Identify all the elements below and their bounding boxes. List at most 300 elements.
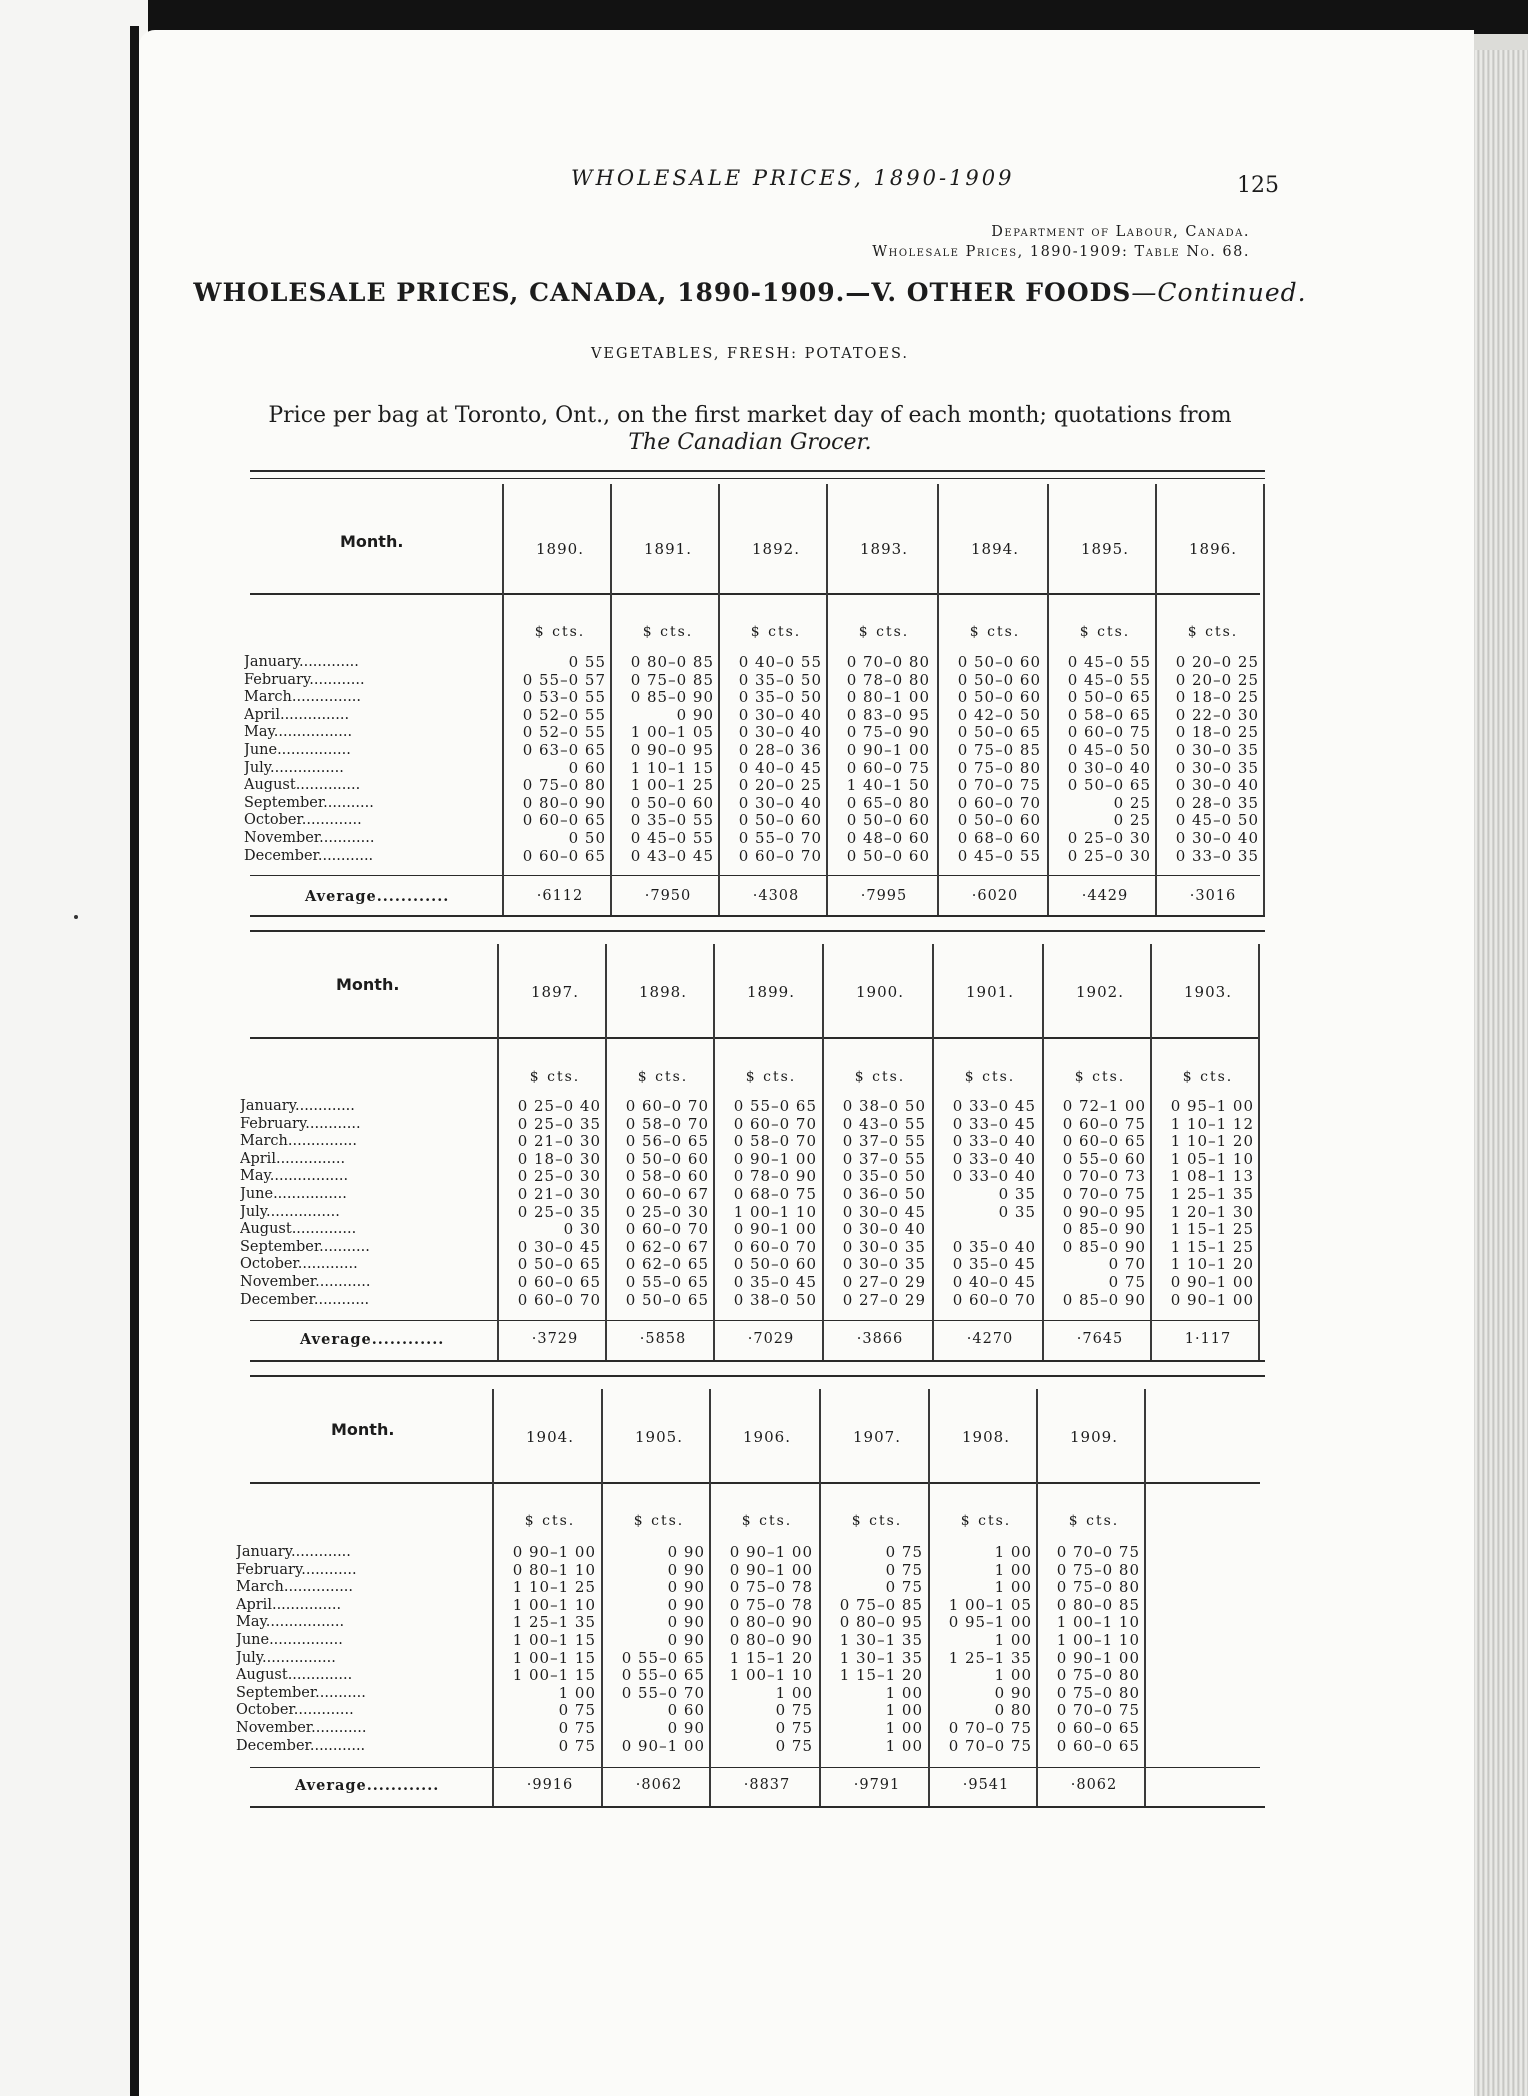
- year-header: 1907.: [853, 1428, 901, 1446]
- table-cell: 0 80–0 85: [1056, 1595, 1140, 1614]
- table-cell: 1 00: [558, 1683, 596, 1702]
- table-cell: 0 80–1 00: [846, 688, 930, 707]
- table-cell: 0 60–0 65: [1062, 1132, 1146, 1151]
- average-value: ·8062: [635, 1777, 683, 1793]
- average-label: Average............: [295, 1777, 440, 1794]
- average-value: ·4270: [966, 1331, 1014, 1347]
- table-cell: 0 55–0 60: [1062, 1149, 1146, 1168]
- month-label: November............: [244, 830, 375, 846]
- table-cell: 0 70–0 75: [1056, 1543, 1140, 1561]
- header-rule: [250, 1482, 1260, 1484]
- table-cell: 0 78–0 80: [846, 670, 930, 689]
- table-cell: 0 25–0 30: [625, 1202, 709, 1221]
- table-cell: 1 00: [994, 1543, 1032, 1561]
- header-rule: [250, 593, 1260, 595]
- table-top-rule: [250, 470, 1265, 472]
- table-cell: 0 90: [667, 1631, 705, 1649]
- table-cell: 0 65–0 80: [846, 793, 930, 812]
- table-cell: 0 75–0 80: [1056, 1683, 1140, 1702]
- month-label: October.............: [236, 1702, 354, 1719]
- scan-speck: [74, 915, 78, 919]
- table-cell: 0 48–0 60: [846, 829, 930, 847]
- table-cell: 0 36–0 50: [842, 1185, 926, 1203]
- block-bottom-rule: [250, 1806, 1265, 1808]
- table-cell: 0 80–0 90: [522, 793, 606, 812]
- average-value: ·9916: [526, 1777, 574, 1793]
- table-cell: 0 60–0 65: [1056, 1736, 1140, 1755]
- table-cell: 0 55–0 65: [625, 1273, 709, 1291]
- table-cell: 0 50–0 60: [957, 688, 1041, 707]
- table-cell: 0 18–0 30: [517, 1149, 601, 1168]
- page-number: 125: [1237, 173, 1279, 198]
- table-cell: 0 30–0 40: [738, 705, 822, 724]
- table-cell: 0 37–0 55: [842, 1132, 926, 1151]
- table-cell: 0 20–0 25: [1175, 653, 1259, 671]
- table-cell: 0 60–0 70: [733, 1237, 817, 1256]
- block-bottom-rule: [250, 915, 1265, 917]
- table-cell: 0 60–0 70: [625, 1097, 709, 1115]
- table-cell: 0 78–0 90: [733, 1167, 817, 1186]
- table-cell: 0 35: [998, 1202, 1036, 1221]
- table-cell: 0 60–0 70: [957, 793, 1041, 812]
- table-cell: 0 70–0 75: [1062, 1185, 1146, 1203]
- month-label: March...............: [244, 689, 362, 706]
- month-label: September...........: [236, 1684, 366, 1701]
- table-cell: 1 15–1 25: [1170, 1237, 1254, 1256]
- table-cell: 0 43–0 55: [842, 1114, 926, 1133]
- month-label: October.............: [244, 812, 362, 829]
- table-cell: 0 60–0 70: [738, 846, 822, 865]
- table-cell: 0 56–0 65: [625, 1132, 709, 1151]
- table-cell: 0 90: [667, 1578, 705, 1597]
- average-value: ·7950: [644, 888, 692, 904]
- average-value: ·3016: [1189, 888, 1237, 904]
- month-label: September...........: [244, 794, 374, 811]
- month-label: May.................: [244, 724, 353, 741]
- unit-header: $ cts.: [741, 1513, 793, 1529]
- year-header: 1900.: [856, 983, 904, 1001]
- block-bottom-rule: [250, 1360, 1265, 1362]
- table-cell: 0 60–0 67: [625, 1185, 709, 1203]
- average-value: ·3729: [531, 1331, 579, 1347]
- table-cell: 0 58–0 70: [625, 1114, 709, 1133]
- unit-header: $ cts.: [1182, 1069, 1234, 1085]
- month-label: April...............: [236, 1596, 342, 1613]
- column-divider: [819, 1389, 821, 1806]
- unit-header: $ cts.: [750, 624, 802, 640]
- table-cell: 0 75: [558, 1736, 596, 1755]
- table-cell: 0 50–0 60: [630, 793, 714, 812]
- table-cell: 0 43–0 45: [630, 846, 714, 865]
- column-divider: [928, 1389, 930, 1806]
- page-title: [150, 278, 1350, 307]
- column-divider: [713, 944, 715, 1360]
- month-label: June................: [240, 1186, 347, 1202]
- table-cell: 1 10–1 25: [512, 1578, 596, 1597]
- description-text: Price per bag at Toronto, Ont., on the first market day of each month; quotations from: [268, 403, 1232, 428]
- table-cell: 0 60–0 75: [846, 758, 930, 777]
- table-cell: 1 00–1 10: [1056, 1631, 1140, 1649]
- table-cell: 0 60: [667, 1701, 705, 1720]
- table-cell: 0 75: [775, 1701, 813, 1720]
- column-divider: [932, 944, 934, 1360]
- month-label: November............: [236, 1720, 367, 1736]
- table-cell: 0 90–0 95: [1062, 1202, 1146, 1221]
- table-cell: 0 90–1 00: [733, 1149, 817, 1168]
- table-cell: 1 00–1 10: [733, 1202, 817, 1221]
- table-cell: 0 75–0 80: [1056, 1560, 1140, 1579]
- table-cell: 0 52–0 55: [522, 723, 606, 742]
- table-cell: 0 52–0 55: [522, 705, 606, 724]
- title-continued: —Continued.: [1131, 278, 1307, 307]
- table-cell: 1 40–1 50: [846, 776, 930, 795]
- table-cell: 1 00: [994, 1631, 1032, 1649]
- table-cell: 0 30–0 40: [1175, 776, 1259, 795]
- table-cell: 1 00–1 25: [630, 776, 714, 795]
- average-value: ·3866: [856, 1331, 904, 1347]
- column-divider: [1150, 944, 1152, 1360]
- table-cell: 0 27–0 29: [842, 1273, 926, 1291]
- table-cell: 0 30–0 35: [842, 1255, 926, 1274]
- table-cell: 1 15–1 20: [729, 1648, 813, 1667]
- year-header: 1902.: [1076, 983, 1124, 1001]
- table-cell: 1 30–1 35: [839, 1631, 923, 1649]
- table-cell: 0 60: [568, 758, 606, 777]
- table-cell: 1 08–1 13: [1170, 1167, 1254, 1186]
- table-cell: 0 70–0 75: [1056, 1701, 1140, 1720]
- year-header: 1893.: [860, 540, 908, 558]
- table-cell: 0 45–0 55: [630, 829, 714, 847]
- table-cell: 1 10–1 15: [630, 758, 714, 777]
- title-main: WHOLESALE PRICES, CANADA, 1890-1909.—V. OTHER FOODS: [193, 278, 1132, 307]
- table-cell: 0 35–0 50: [738, 688, 822, 707]
- table-cell: 0 80–0 90: [729, 1613, 813, 1632]
- table-cell: 0 68–0 75: [733, 1185, 817, 1203]
- table-cell: 0 80–1 10: [512, 1560, 596, 1579]
- month-label: May.................: [236, 1614, 345, 1631]
- table-cell: 0 45–0 55: [957, 846, 1041, 865]
- year-header: 1892.: [752, 540, 800, 558]
- table-cell: 1 00: [994, 1666, 1032, 1685]
- table-cell: 1 00: [885, 1719, 923, 1737]
- table-cell: 1 00: [994, 1560, 1032, 1579]
- table-cell: 0 33–0 45: [952, 1114, 1036, 1133]
- unit-header: $ cts.: [960, 1513, 1012, 1529]
- table-cell: 0 75–0 80: [522, 776, 606, 795]
- table-cell: 0 72–1 00: [1062, 1097, 1146, 1115]
- table-cell: 0 35–0 45: [952, 1255, 1036, 1274]
- table-cell: 0 70–0 80: [846, 653, 930, 671]
- table-cell: 0 35–0 55: [630, 811, 714, 830]
- column-divider: [497, 944, 499, 1360]
- average-value: ·7645: [1076, 1331, 1124, 1347]
- table-cell: 1 20–1 30: [1170, 1202, 1254, 1221]
- table-cell: 0 75: [885, 1543, 923, 1561]
- month-column-header: Month.: [340, 532, 404, 551]
- table-cell: 0 55–0 65: [621, 1648, 705, 1667]
- average-rule: [250, 1767, 1260, 1768]
- table-cell: 0 55–0 70: [621, 1683, 705, 1702]
- column-divider: [492, 1389, 494, 1806]
- table-cell: 1 15–1 20: [839, 1666, 923, 1685]
- table-cell: 0 75: [558, 1719, 596, 1737]
- table-cell: 0 30–0 35: [1175, 741, 1259, 759]
- table-cell: 0 90: [994, 1683, 1032, 1702]
- table-cell: 0 62–0 67: [625, 1237, 709, 1256]
- table-cell: 0 50: [568, 829, 606, 847]
- table-cell: 1 00: [994, 1578, 1032, 1597]
- table-cell: 0 58–0 60: [625, 1167, 709, 1186]
- table-cell: 0 33–0 45: [952, 1097, 1036, 1115]
- column-divider: [601, 1389, 603, 1806]
- table-cell: 0 90: [667, 1719, 705, 1737]
- year-header: 1908.: [962, 1428, 1010, 1446]
- table-cell: 0 80–0 95: [839, 1613, 923, 1632]
- table-cell: 1 00–1 15: [512, 1648, 596, 1667]
- department-note: [690, 222, 1250, 262]
- table-cell: 0 20–0 25: [738, 776, 822, 795]
- table-cell: 0 75–0 80: [1056, 1666, 1140, 1685]
- table-cell: 0 70–0 75: [948, 1736, 1032, 1755]
- month-label: April...............: [244, 706, 350, 723]
- average-value: ·4308: [752, 888, 800, 904]
- average-value: ·8062: [1070, 1777, 1118, 1793]
- table-cell: 1 10–1 20: [1170, 1255, 1254, 1274]
- average-value: ·4429: [1081, 888, 1129, 904]
- table-cell: 1 00–1 10: [512, 1595, 596, 1614]
- table-cell: 0 60–0 70: [733, 1114, 817, 1133]
- table-cell: 1 00: [885, 1736, 923, 1755]
- average-value: ·5858: [639, 1331, 687, 1347]
- table-cell: 0 75–0 78: [729, 1578, 813, 1597]
- table-cell: 0 90–1 00: [1170, 1290, 1254, 1309]
- year-header: 1903.: [1184, 983, 1232, 1001]
- table-cell: 0 50–0 65: [1067, 688, 1151, 707]
- table-subtitle: VEGETABLES, FRESH: POTATOES.: [590, 346, 910, 362]
- month-label: January.............: [244, 654, 359, 670]
- table-cell: 1 25–1 35: [1170, 1185, 1254, 1203]
- table-cell: 1 00–1 15: [512, 1631, 596, 1649]
- table-cell: 0 75–0 85: [630, 670, 714, 689]
- running-head: WHOLESALE PRICES, 1890-1909: [571, 166, 1015, 190]
- table-cell: 0 55–0 65: [621, 1666, 705, 1685]
- unit-header: $ cts.: [633, 1513, 685, 1529]
- table-cell: 0 21–0 30: [517, 1132, 601, 1151]
- table-cell: 0 50–0 65: [517, 1255, 601, 1274]
- unit-header: $ cts.: [858, 624, 910, 640]
- average-value: ·6112: [536, 888, 584, 904]
- unit-header: $ cts.: [964, 1069, 1016, 1085]
- table-cell: 0 18–0 25: [1175, 688, 1259, 707]
- table-cell: 1 00–1 10: [729, 1666, 813, 1685]
- table-cell: 0 30–0 45: [517, 1237, 601, 1256]
- table-cell: 1 30–1 35: [839, 1648, 923, 1667]
- table-number-line: Wholesale Prices, 1890-1909: Table No. 68.: [872, 244, 1250, 260]
- scan-top-border: [0, 0, 1528, 34]
- unit-header: $ cts.: [529, 1069, 581, 1085]
- table-cell: 0 95–1 00: [948, 1613, 1032, 1632]
- table-cell: 0 30–0 45: [842, 1202, 926, 1221]
- table-cell: 0 20–0 25: [1175, 670, 1259, 689]
- table-cell: 0 30–0 40: [1175, 829, 1259, 847]
- year-header: 1895.: [1081, 540, 1129, 558]
- year-header: 1897.: [531, 983, 579, 1001]
- table-cell: 0 60–0 70: [625, 1220, 709, 1239]
- table-cell: 0 62–0 65: [625, 1255, 709, 1274]
- month-column-header: Month.: [331, 1420, 395, 1439]
- table-cell: 0 55–0 65: [733, 1097, 817, 1115]
- table-cell: 0 45–0 50: [1175, 811, 1259, 830]
- table-cell: 0 85–0 90: [1062, 1220, 1146, 1239]
- table-cell: 0 75–0 78: [729, 1595, 813, 1614]
- table-cell: 0 90–1 00: [621, 1736, 705, 1755]
- table-cell: 0 25: [1113, 793, 1151, 812]
- table-description: [150, 402, 1350, 456]
- column-divider: [1036, 1389, 1038, 1806]
- table-cell: 0 85–0 90: [1062, 1290, 1146, 1309]
- table-cell: 0 75–0 85: [839, 1595, 923, 1614]
- table-cell: 0 63–0 65: [522, 741, 606, 759]
- unit-header: $ cts.: [524, 1513, 576, 1529]
- table-cell: 0 33–0 40: [952, 1149, 1036, 1168]
- table-cell: 0 83–0 95: [846, 705, 930, 724]
- table-cell: 0 85–0 90: [630, 688, 714, 707]
- month-label: June................: [236, 1632, 343, 1648]
- table-cell: 0 27–0 29: [842, 1290, 926, 1309]
- table-cell: 0 75: [558, 1701, 596, 1720]
- table-cell: 0 80: [994, 1701, 1032, 1720]
- unit-header: $ cts.: [1187, 624, 1239, 640]
- table-cell: 0 50–0 60: [957, 811, 1041, 830]
- table-cell: 0 70–0 73: [1062, 1167, 1146, 1186]
- year-header: 1901.: [966, 983, 1014, 1001]
- table-cell: 0 55: [568, 653, 606, 671]
- facing-page-strip: [0, 0, 148, 2096]
- table-cell: 0 75–0 90: [846, 723, 930, 742]
- average-value: ·6020: [971, 888, 1019, 904]
- average-value: ·9791: [853, 1777, 901, 1793]
- unit-header: $ cts.: [969, 624, 1021, 640]
- table-cell: 1 25–1 35: [512, 1613, 596, 1632]
- table-cell: 0 90: [667, 1543, 705, 1561]
- table-cell: 0 95–1 00: [1170, 1097, 1254, 1115]
- table-cell: 0 30–0 35: [1175, 758, 1259, 777]
- unit-header: $ cts.: [642, 624, 694, 640]
- table-cell: 0 55–0 57: [522, 670, 606, 689]
- month-label: February............: [240, 1115, 361, 1132]
- year-header: 1890.: [536, 540, 584, 558]
- table-cell: 0 30–0 35: [842, 1237, 926, 1256]
- unit-header: $ cts.: [534, 624, 586, 640]
- table-cell: 0 38–0 50: [842, 1097, 926, 1115]
- table-cell: 0 40–0 55: [738, 653, 822, 671]
- table-cell: 0 50–0 60: [957, 653, 1041, 671]
- table-cell: 1 10–1 12: [1170, 1114, 1254, 1133]
- table-cell: 0 25–0 30: [517, 1167, 601, 1186]
- month-column-header: Month.: [336, 975, 400, 994]
- month-label: January.............: [236, 1544, 351, 1560]
- table-cell: 0 90–1 00: [1170, 1273, 1254, 1291]
- table-cell: 0 50–0 60: [957, 670, 1041, 689]
- table-cell: 1 00: [775, 1683, 813, 1702]
- table-cell: 0 50–0 60: [733, 1255, 817, 1274]
- month-label: October.............: [240, 1256, 358, 1273]
- month-label: December............: [244, 847, 374, 864]
- month-label: February............: [236, 1561, 357, 1578]
- header-rule: [250, 1037, 1260, 1039]
- table-cell: 0 60–0 75: [1067, 723, 1151, 742]
- table-cell: 0 35–0 50: [738, 670, 822, 689]
- table-cell: 0 70–0 75: [957, 776, 1041, 795]
- table-cell: 0 25–0 30: [1067, 829, 1151, 847]
- year-header: 1905.: [635, 1428, 683, 1446]
- table-cell: 0 60–0 65: [1056, 1719, 1140, 1737]
- table-cell: 0 45–0 55: [1067, 653, 1151, 671]
- table-cell: 0 80–0 90: [729, 1631, 813, 1649]
- average-label: Average............: [305, 888, 450, 905]
- month-label: December............: [240, 1291, 370, 1308]
- table-cell: 0 58–0 70: [733, 1132, 817, 1151]
- table-cell: 0 21–0 30: [517, 1185, 601, 1203]
- column-divider: [1258, 944, 1260, 1360]
- column-divider: [822, 944, 824, 1360]
- year-header: 1904.: [526, 1428, 574, 1446]
- column-divider: [709, 1389, 711, 1806]
- table-cell: 0 22–0 30: [1175, 705, 1259, 724]
- table-cell: 0 30–0 40: [738, 723, 822, 742]
- month-label: July................: [244, 759, 344, 776]
- table-cell: 0 53–0 55: [522, 688, 606, 707]
- month-label: August..............: [244, 777, 361, 794]
- table-cell: 0 25–0 35: [517, 1114, 601, 1133]
- table-cell: 0 30–0 40: [738, 793, 822, 812]
- unit-header: $ cts.: [851, 1513, 903, 1529]
- year-header: 1894.: [971, 540, 1019, 558]
- year-header: 1906.: [743, 1428, 791, 1446]
- average-value: ·9541: [962, 1777, 1010, 1793]
- table-cell: 0 50–0 65: [957, 723, 1041, 742]
- table-top-rule: [250, 930, 1265, 932]
- table-cell: 0 30–0 40: [842, 1220, 926, 1239]
- table-cell: 0 70: [1108, 1255, 1146, 1274]
- table-cell: 0 25–0 30: [1067, 846, 1151, 865]
- unit-header: $ cts.: [1068, 1513, 1120, 1529]
- table-cell: 0 75–0 80: [957, 758, 1041, 777]
- table-cell: 0 60–0 70: [517, 1290, 601, 1309]
- table-cell: 0 30–0 40: [1067, 758, 1151, 777]
- table-cell: 0 90: [667, 1613, 705, 1632]
- table-cell: 0 90–1 00: [1056, 1648, 1140, 1667]
- table-cell: 1 10–1 20: [1170, 1132, 1254, 1151]
- table-cell: 0 50–0 60: [738, 811, 822, 830]
- table-cell: 0 75–0 85: [957, 741, 1041, 759]
- column-divider: [1042, 944, 1044, 1360]
- table-cell: 0 33–0 40: [952, 1167, 1036, 1186]
- year-header: 1909.: [1070, 1428, 1118, 1446]
- table-cell: 0 42–0 50: [957, 705, 1041, 724]
- year-header: 1899.: [747, 983, 795, 1001]
- month-label: August..............: [240, 1221, 357, 1238]
- table-cell: 0 33–0 35: [1175, 846, 1259, 865]
- table-cell: 1 25–1 35: [948, 1648, 1032, 1667]
- month-label: July................: [240, 1203, 340, 1220]
- table-cell: 1 00–1 15: [512, 1666, 596, 1685]
- table-cell: 0 60–0 75: [1062, 1114, 1146, 1133]
- table-cell: 0 25–0 40: [517, 1097, 601, 1115]
- table-cell: 0 60–0 70: [952, 1290, 1036, 1309]
- table-cell: 0 35–0 45: [733, 1273, 817, 1291]
- table-cell: 0 75: [885, 1560, 923, 1579]
